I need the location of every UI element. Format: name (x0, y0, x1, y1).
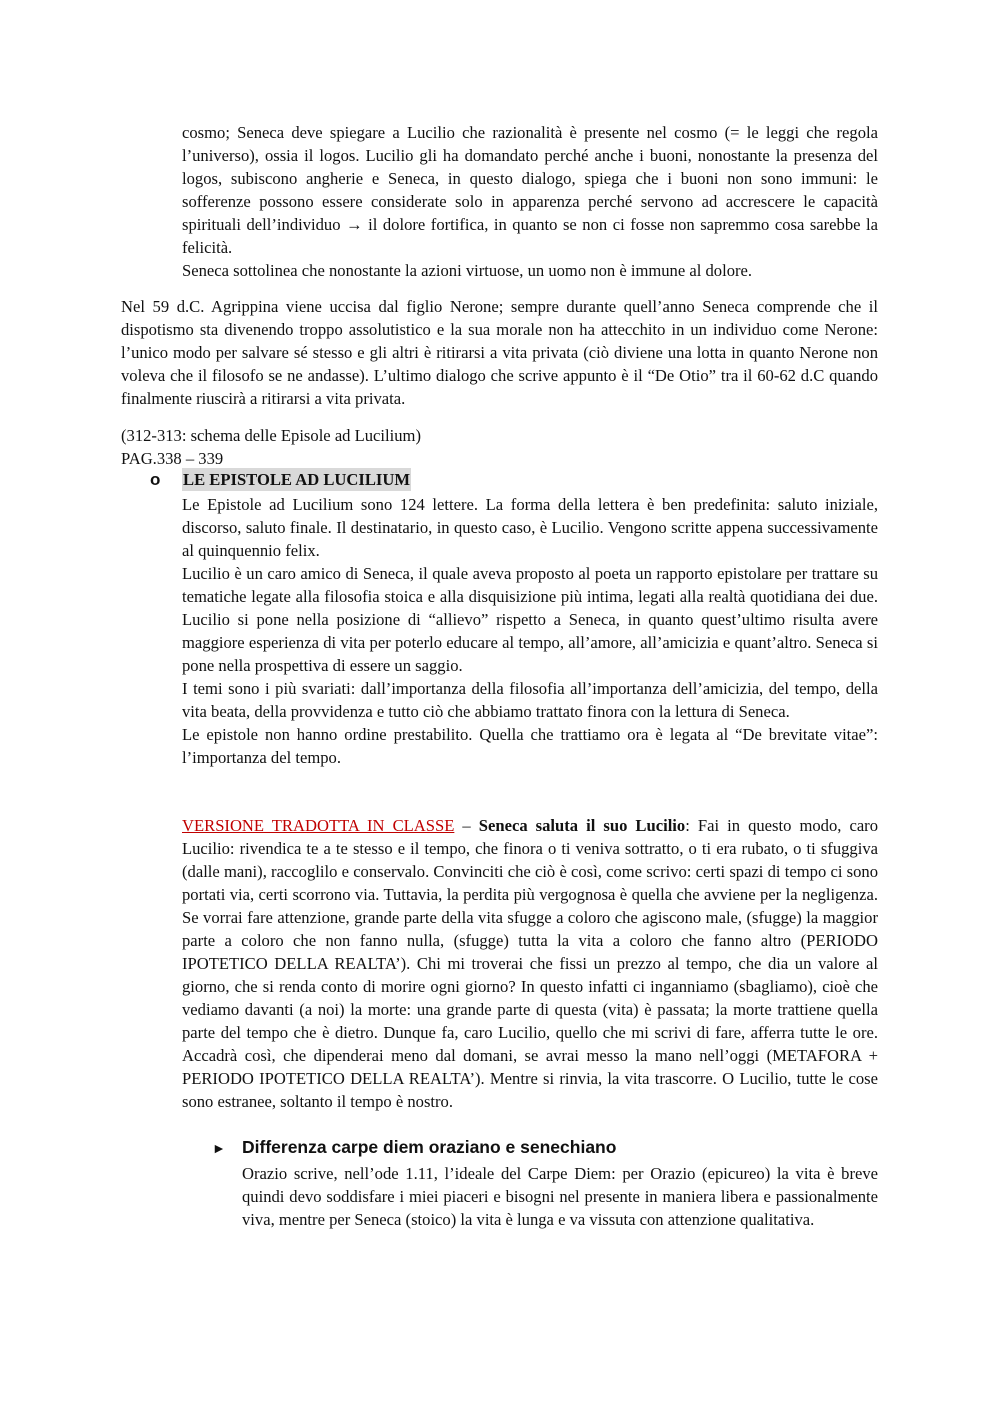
triangle-bullet-icon: ► (212, 1142, 226, 1157)
version-paragraph (182, 814, 878, 1113)
seneca-dialogue-paragraph (182, 121, 878, 282)
subsection-heading: Differenza carpe diem oraziano e senechiano (242, 1137, 617, 1157)
paragraph-logos-text: cosmo; Seneca deve spiegare a Lucilio che razionalità è presente nel cosmo (= le leggi che regola l’universo), ossia il logos. Lucilio gli ha domandato perché anche i buoni, nonostante la presenza del logos, subiscono angherie e Seneca, in questo dialogo, spiega che i buoni non sono immuni: le sofferenze possono essere considerate solo in apparenza perché servono ad accrescere le capacità spirituali dell’individuo (182, 123, 878, 234)
version-link[interactable]: VERSIONE TRADOTTA IN CLASSE (182, 816, 455, 835)
epistole-lucilio: Lucilio è un caro amico di Seneca, il quale aveva proposto al poeta un rapporto epistolare per trattare su tematiche legate alla filosofia stoica e alla disquisizione più intima, legati alla realtà quotidiana dei due. Lucilio si pone nella posizione di “allievo” rispetto a Seneca, in quanto quest’ultimo risulta avere maggiore esperienza di vita per poterlo educare al tempo, all’amore, all’amicizia e quant’altro. Seneca si pone nella prospettiva di essere un saggio. (182, 564, 878, 675)
epistole-intro: Le Epistole ad Lucilium sono 124 lettere. La forma della lettera è ben predefinita: saluto iniziale, discorso, saluto finale. Il destinatario, in questo caso, è Lucilio. Vengono scritte appena successivamente al quinquennio felix. (182, 495, 878, 560)
page-reference: PAG.338 – 339 (121, 449, 224, 468)
carpe-diem-paragraph: Orazio scrive, nell’ode 1.11, l’ideale del Carpe Diem: per Orazio (epicureo) la vita è breve quindi devo soddisfare i miei piaceri e bisogni nel presente in maniera libera e passionalmente viva, mentre per Seneca (stoico) la vita è lunga e va vissuta con attenzione qualitativa. (242, 1164, 878, 1229)
paragraph-agrippina: Nel 59 d.C. Agrippina viene uccisa dal figlio Nerone; sempre durante quell’anno Seneca comprende che il dispotismo sta divenendo troppo assolutistico e la sua morale non ha attecchito in un individuo come Nerone: l’unico modo per salvare sé stesso e gli altri è ritirarsi a vita privata (ciò diviene una lotta in quanto Nerone non voleva che il filosofo se ne andasse). L’ultimo dialogo che scrive appunto è il “De Otio” tra il 60-62 d.C quando finalmente riuscirà a ritirarsi a vita privata. (121, 297, 878, 408)
section-heading: LE EPISTOLE AD LUCILIUM (183, 470, 410, 489)
paragraph-dolore: Seneca sottolinea che nonostante la azioni virtuose, un uomo non è immune al dolore. (182, 261, 753, 280)
page-references (121, 424, 878, 470)
paragraph-logos (182, 121, 878, 259)
version-body: : Fai in questo modo, caro Lucilio: rivendica te a te stesso e il tempo, che finora o ti veniva sottratto, o ti era rubato, o ti sfuggiva (dalle mani), raccoglilo e conservalo. Convinciti che ciò è così, come scrivo: certi spazi di tempo ci sono portati via, certi scorrono via. Tuttavia, la perdita più vergognosa è quella che avviene per la negligenza. Se vorrai fare attenzione, grande parte della vita sfugge a coloro che agiscono male, (sfugge) la maggior parte a coloro che non fanno nulla, (sfugge) tutta la vita a coloro che fanno altro (PERIODO IPOTETICO DELLA REALTA’). Chi mi troverai che fissi un prezzo al tempo, che dia un valore al giorno, che si renda conto di morire ogni giorno? In questo infatti ci inganniamo (sbagliamo), cioè che vediamo davanti (a noi) la morte: una grande parte di questa (vita) è passata; la morte trattiene quella parte del tempo che è dietro. Dunque fa, caro Lucilio, quello che mi scrivi di fare, afferra tutte le ore. Accadrà così, che dipenderai meno dal domani, se avrai messo la mano nell’oggi (METAFORA + PERIODO IPOTETICO DELLA REALTA’). Mentre si rinvia, la vita trascorre. O Lucilio, tutte le cose sono estranee, soltanto il tempo è nostro. (182, 816, 879, 1111)
schema-reference: (312-313: schema delle Episole ad Lucilium) (121, 426, 421, 445)
version-translation (182, 814, 878, 1113)
nerone-paragraph (121, 295, 878, 410)
carpe-diem-body (242, 1162, 878, 1231)
epistole-ordine: Le epistole non hanno ordine prestabilito. Quella che trattiamo ora è legata al “De brevitate vitae”: l’importanza del tempo. (182, 725, 878, 767)
epistole-section-body (182, 493, 878, 769)
paragraph-logos-text-cont: il dolore fortifica, in quanto se non ci fosse non sapremmo cosa sarebbe la felicità. (182, 215, 878, 257)
bullet-marker: o (150, 470, 161, 489)
epistole-temi: I temi sono i più svariati: dall’importanza della filosofia all’importanza dell’amicizia, del tempo, della vita beata, della provvidenza e tutto ciò che abbiamo trattato finora con la lettura di Seneca. (182, 679, 878, 721)
version-title: Seneca saluta il suo Lucilio (478, 816, 686, 835)
arrow-icon: → (346, 215, 363, 234)
version-dash: – (454, 816, 479, 835)
